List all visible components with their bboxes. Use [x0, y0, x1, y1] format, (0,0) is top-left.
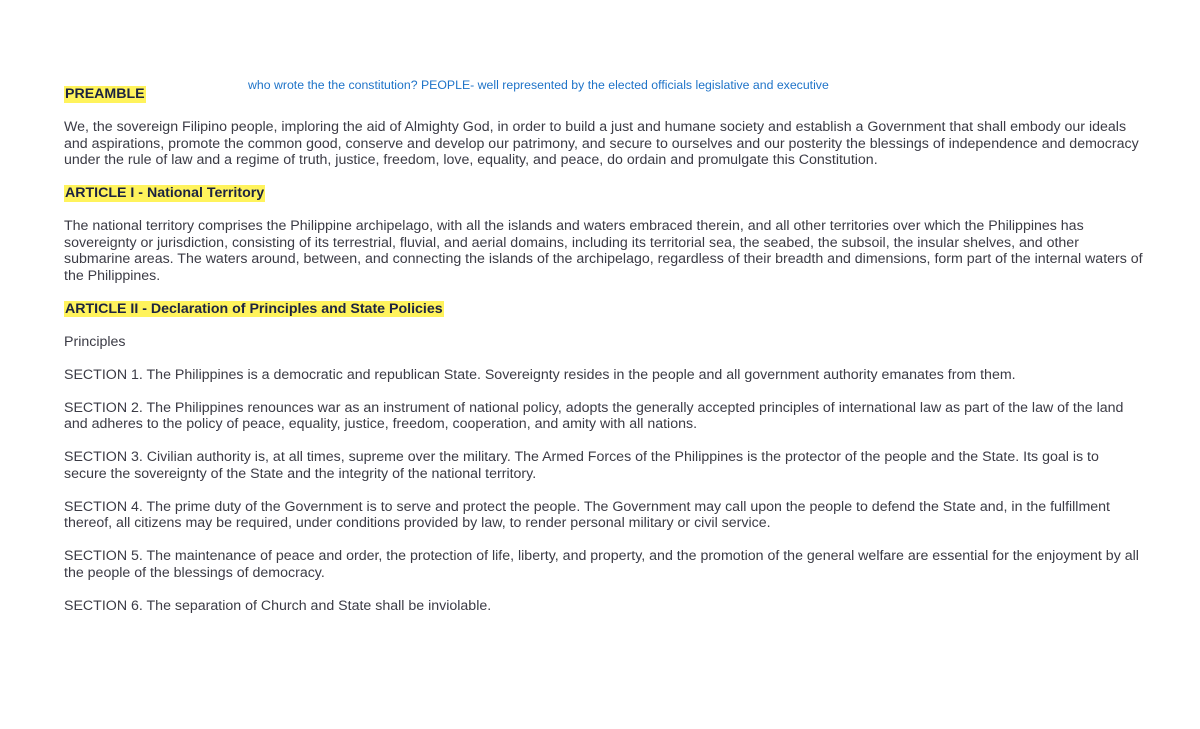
section-3: SECTION 3. Civilian authority is, at all times, supreme over the military. The Armed Forces of the Philippines is the protector of the people and the State. Its goal is to secure the sovereignty of the State and the integrity of the national territory.: [64, 449, 1099, 482]
document-body: [64, 86, 1144, 631]
section-1: SECTION 1. The Philippines is a democratic and republican State. Sovereignty resides in the people and all government authority emanates from them.: [64, 366, 1016, 383]
preamble-text: We, the sovereign Filipino people, imploring the aid of Almighty God, in order to build a just and humane society and establish a Government that shall embody our ideals and aspirations, promote the common good, conserve and develop our patrimony, and secure to ourselves and our posterity the blessings of independence and democracy under the rule of law and a regime of truth, justice, freedom, love, equality, and peace, do ordain and promulgate this Constitution.: [64, 119, 1139, 168]
section-4: SECTION 4. The prime duty of the Government is to serve and protect the people. The Government may call upon the people to defend the State and, in the fulfillment thereof, all citizens may be required, under conditions provided by law, to render personal military or civil service.: [64, 498, 1111, 531]
article-2-heading: ARTICLE II - Declaration of Principles and State Policies: [65, 300, 443, 317]
section-2: SECTION 2. The Philippines renounces war as an instrument of national policy, adopts the generally accepted principles of international law as part of the law of the land and adheres to the policy of peace, equality, justice, freedom, cooperation, and amity with all nations.: [64, 399, 1124, 432]
section-6: SECTION 6. The separation of Church and State shall be inviolable.: [64, 597, 492, 614]
article-1-heading: ARTICLE I - National Territory: [65, 185, 265, 201]
section-5: SECTION 5. The maintenance of peace and order, the protection of life, liberty, and property, and the promotion of the general welfare are essential for the enjoyment by all the people of the blessings of democracy.: [64, 548, 1139, 581]
article-1-text: The national territory comprises the Philippine archipelago, with all the islands and waters embraced therein, and all other territories over which the Philippines has sovereignty or jurisdiction, consisting of its terrestrial, fluvial, and aerial domains, including its territorial sea, the seabed, the subsoil, the insular shelves, and other submarine areas. The waters around, between, and connecting the islands of the archipelago, regardless of their breadth and dimensions, form part of the internal waters of the Philippines.: [64, 218, 1143, 284]
preamble-heading: PREAMBLE: [65, 86, 145, 102]
margin-annotation: who wrote the the constitution? PEOPLE- well represented by the elected officials legislative and executive: [248, 78, 829, 92]
principles-subheading: Principles: [64, 333, 126, 350]
